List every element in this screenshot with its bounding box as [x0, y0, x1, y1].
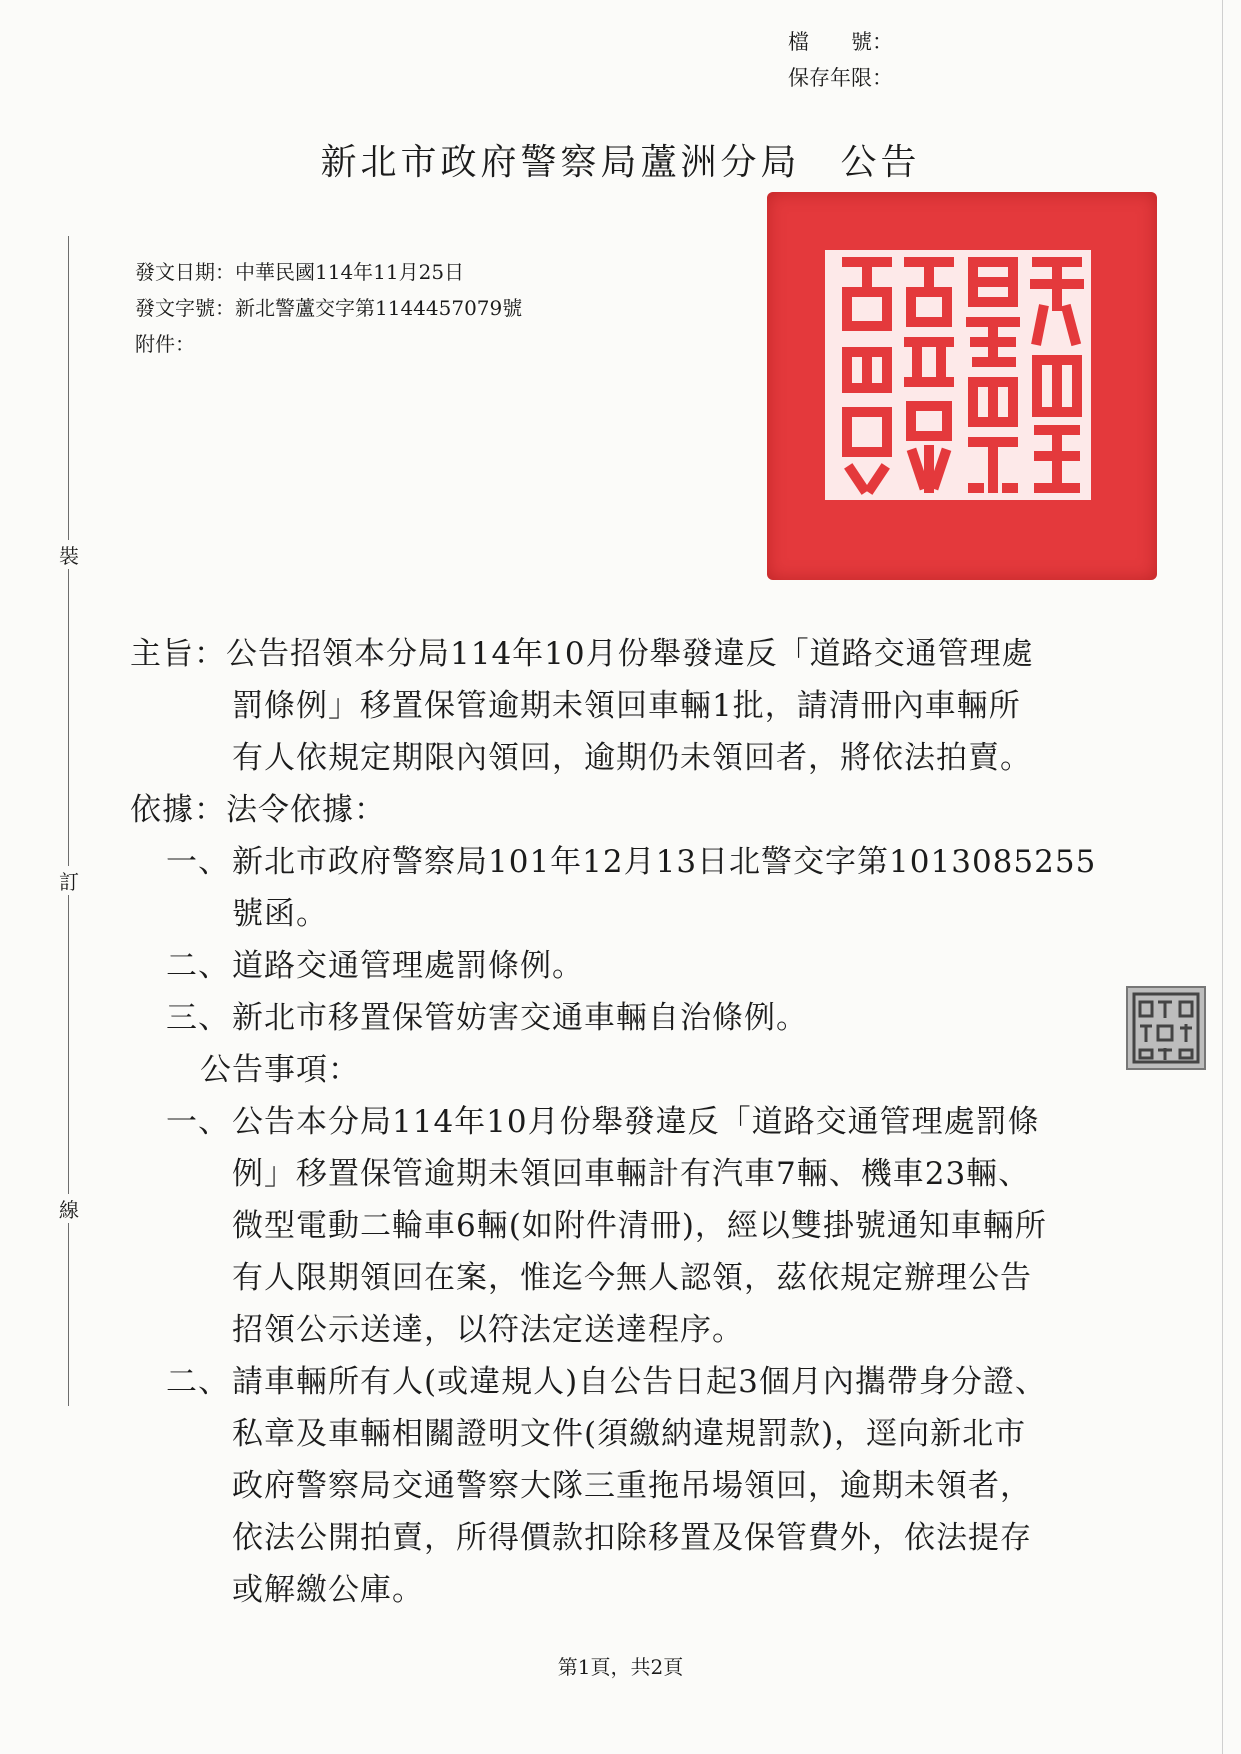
binding-mark-ding: 訂 — [57, 866, 81, 895]
notice-item-2-cont — [130, 1512, 1090, 1564]
document-type: 公告 — [840, 142, 921, 183]
issue-date: 發文日期：中華民國114年11月25日 — [135, 260, 465, 284]
basis-line — [130, 784, 1090, 836]
notice-item-1-cont — [130, 1148, 1090, 1200]
basis-item-number: 一、 — [166, 844, 230, 880]
notice-item-1-cont — [130, 1200, 1090, 1252]
page-title — [0, 134, 1241, 185]
subject-text-2: 罰條例」移置保管逾期未領回車輛1批，請清冊內車輛所 — [232, 688, 1021, 724]
notice-item-number: 二、 — [166, 1364, 230, 1400]
basis-item-text: 新北市政府警察局101年12月13日北警交字第1013085255 — [232, 844, 1097, 880]
subject-text-1: 公告招領本分局114年10月份舉發違反「道路交通管理處 — [226, 636, 1034, 672]
archive-fields — [788, 24, 893, 96]
notice-item-1-cont — [130, 1304, 1090, 1356]
binding-line — [68, 236, 69, 1406]
document-meta — [135, 254, 522, 362]
retention-label: 保存年限： — [788, 66, 893, 90]
subject-line-3 — [130, 732, 1090, 784]
basis-label: 依據： — [130, 792, 226, 828]
notice-item-text: 招領公示送達，以符法定送達程序。 — [232, 1312, 744, 1348]
notice-item-number: 一、 — [166, 1104, 230, 1140]
notice-item-text: 例」移置保管逾期未領回車輛計有汽車7輛、機車23輛、 — [232, 1156, 1031, 1192]
small-seal-stamp — [1126, 986, 1206, 1070]
notice-item-2 — [130, 1356, 1090, 1408]
page-edge — [1222, 0, 1223, 1754]
subject-text-3: 有人依規定期限內領回，逾期仍未領回者，將依法拍賣。 — [232, 740, 1032, 776]
basis-item-number: 三、 — [166, 1000, 230, 1036]
notice-item-2-cont — [130, 1460, 1090, 1512]
document-number: 發文字號：新北警蘆交字第1144457079號 — [135, 296, 523, 320]
small-seal-graphic — [1128, 988, 1204, 1068]
official-seal — [767, 192, 1157, 580]
basis-intro: 法令依據： — [226, 792, 386, 828]
basis-item-1-cont — [130, 888, 1090, 940]
notice-item-2-cont — [130, 1408, 1090, 1460]
basis-item-number: 二、 — [166, 948, 230, 984]
subject-line-1 — [130, 628, 1090, 680]
basis-item-3 — [130, 992, 1090, 1044]
notice-item-2-cont — [130, 1564, 1090, 1616]
notice-item-text: 公告本分局114年10月份舉發違反「道路交通管理處罰條 — [232, 1104, 1040, 1140]
seal-graphic — [767, 192, 1157, 580]
notice-item-text: 或解繳公庫。 — [232, 1572, 424, 1608]
basis-item-2 — [130, 940, 1090, 992]
basis-item-text: 道路交通管理處罰條例。 — [232, 948, 584, 984]
basis-item-1 — [130, 836, 1097, 888]
notice-item-1 — [130, 1096, 1090, 1148]
subject-label: 主旨： — [130, 636, 226, 672]
notice-item-text: 請車輛所有人(或違規人)自公告日起3個月內攜帶身分證、 — [232, 1364, 1047, 1400]
file-number-label: 檔 號： — [788, 30, 893, 54]
subject-line-2 — [130, 680, 1090, 732]
notice-item-text: 依法公開拍賣，所得價款扣除移置及保管費外，依法提存 — [232, 1520, 1032, 1556]
notice-heading: 公告事項： — [200, 1052, 360, 1088]
attachment-label: 附件： — [135, 332, 195, 356]
binding-mark-zhuang: 裝 — [57, 540, 81, 569]
notice-item-1-cont — [130, 1252, 1090, 1304]
page-number: 第1頁，共2頁 — [557, 1655, 684, 1679]
document-body — [130, 628, 1097, 1616]
notice-item-text: 有人限期領回在案，惟迄今無人認領，茲依規定辦理公告 — [232, 1260, 1032, 1296]
notice-item-text: 私章及車輛相關證明文件(須繳納違規罰款)，逕向新北市 — [232, 1416, 1027, 1452]
notice-item-text: 微型電動二輪車6輛(如附件清冊)，經以雙掛號通知車輛所 — [232, 1208, 1047, 1244]
binding-mark-xian: 線 — [57, 1194, 81, 1223]
agency-name: 新北市政府警察局蘆洲分局 — [320, 142, 801, 183]
notice-item-text: 政府警察局交通警察大隊三重拖吊場領回，逾期未領者， — [232, 1468, 1032, 1504]
basis-item-text: 號函。 — [232, 896, 328, 932]
basis-item-text: 新北市移置保管妨害交通車輛自治條例。 — [232, 1000, 808, 1036]
